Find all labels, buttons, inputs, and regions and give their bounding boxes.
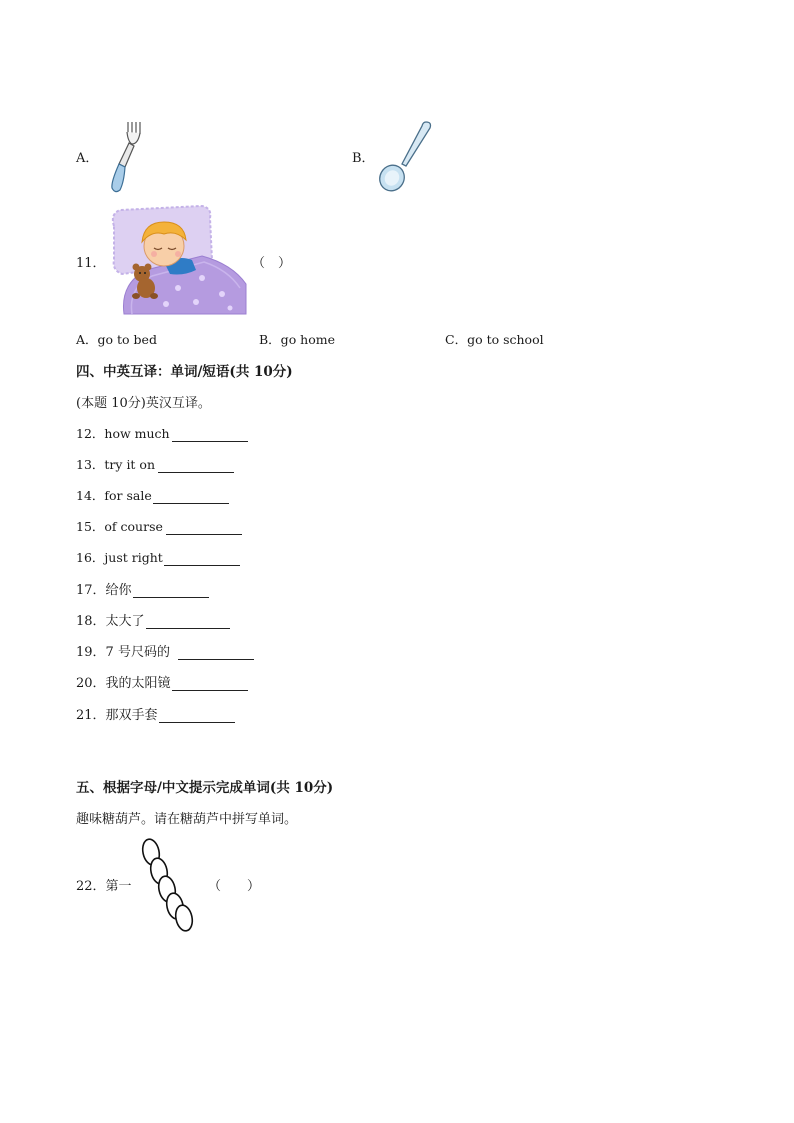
list-item: [76, 424, 248, 442]
sleeping-child-icon: [106, 204, 248, 320]
section5-instruction: 趣味糖葫芦。请在糖葫芦中拼写单词。: [76, 812, 298, 827]
section4-instruction: (本题 10分)英汉互译。: [76, 396, 211, 411]
list-item: [76, 455, 234, 473]
section5-heading: 五、根据字母/中文提示完成单词(共 10分): [76, 780, 334, 796]
item-text: 20．我的太阳镜: [76, 676, 171, 691]
section4-heading: 四、中英互译：单词/短语(共 10分): [76, 364, 293, 380]
list-item: [76, 548, 240, 566]
item-text: 18．太大了: [76, 614, 145, 629]
answer-blank[interactable]: [133, 583, 209, 598]
item-text: 13．try it on: [76, 457, 156, 472]
answer-blank[interactable]: [172, 676, 248, 691]
answer-blank[interactable]: [164, 551, 240, 566]
answer-blank[interactable]: [153, 489, 229, 504]
answer-blank[interactable]: [166, 520, 242, 535]
answer-blank[interactable]: [146, 614, 230, 629]
item-text: 15．of course: [76, 519, 163, 534]
q11-option-a: A．go to bed: [76, 332, 157, 347]
list-item: [76, 486, 229, 504]
list-item: [76, 579, 209, 598]
answer-blank[interactable]: [159, 708, 235, 723]
q11-answer-paren[interactable]: （ ）: [252, 256, 292, 271]
list-item: [76, 517, 242, 535]
q22-label: 22．第一: [76, 879, 132, 894]
fork-icon: [106, 120, 146, 198]
list-item: [76, 641, 254, 660]
q10-option-b-label: B．: [352, 151, 375, 166]
item-text: 12．how much: [76, 426, 170, 441]
item-text: 21．那双手套: [76, 708, 158, 723]
list-item: [76, 672, 248, 691]
q22-answer-paren[interactable]: （ ）: [208, 879, 261, 894]
list-item: [76, 704, 235, 723]
spoon-icon: [376, 118, 436, 198]
candied-haws-icon[interactable]: [138, 836, 200, 938]
q11-number: 11．: [76, 256, 106, 271]
item-text: 16．just right: [76, 550, 163, 565]
q11-option-c: C．go to school: [445, 332, 544, 347]
answer-blank[interactable]: [172, 427, 248, 442]
answer-blank[interactable]: [158, 458, 234, 473]
q10-option-a-label: A．: [76, 151, 99, 166]
item-text: 19．7 号尺码的: [76, 645, 170, 660]
item-text: 14．for sale: [76, 488, 152, 503]
q11-option-b: B．go home: [259, 332, 336, 347]
answer-blank[interactable]: [178, 645, 254, 660]
item-text: 17．给你: [76, 583, 132, 598]
list-item: [76, 610, 230, 629]
